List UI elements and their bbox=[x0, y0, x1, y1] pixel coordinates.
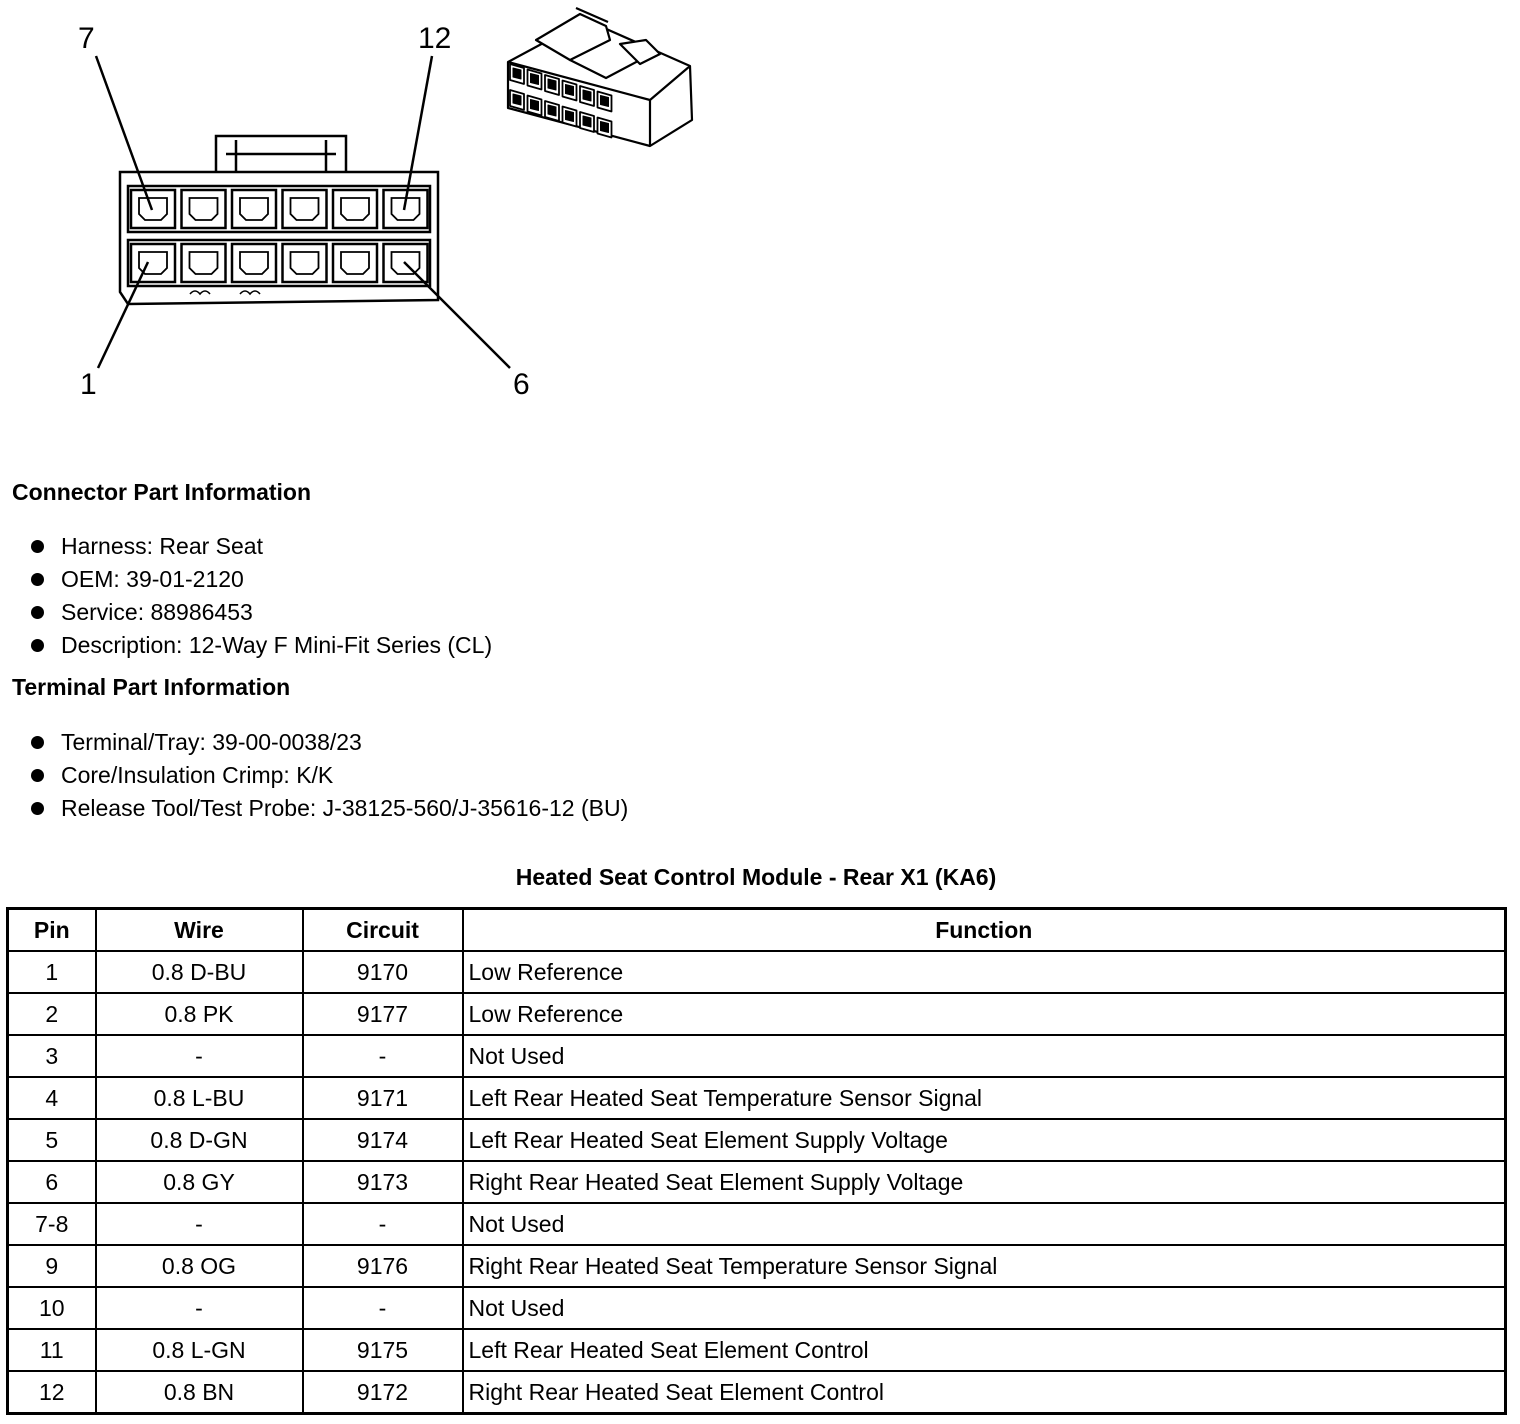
cell-circuit: - bbox=[303, 1287, 463, 1329]
cell-pin: 4 bbox=[8, 1077, 96, 1119]
table-row bbox=[8, 1035, 1506, 1077]
iso-cavity-opening bbox=[583, 116, 591, 127]
cell-circuit: - bbox=[303, 1203, 463, 1245]
leader-line-1 bbox=[98, 262, 148, 368]
cavity-frame bbox=[232, 190, 276, 228]
cavity-frame bbox=[131, 190, 175, 228]
cell-circuit: 9177 bbox=[303, 993, 463, 1035]
terminal-part-info-heading: Terminal Part Information bbox=[12, 674, 291, 700]
list-item bbox=[28, 759, 628, 792]
leader-line-7 bbox=[96, 56, 152, 210]
table-row bbox=[8, 1203, 1506, 1245]
list-item bbox=[28, 563, 492, 596]
cell-circuit: 9175 bbox=[303, 1329, 463, 1371]
table-title: Heated Seat Control Module - Rear X1 (KA6) bbox=[515, 864, 997, 890]
cavity-terminal bbox=[291, 252, 319, 274]
cell-function: Left Rear Heated Seat Element Supply Voltage bbox=[463, 1119, 1506, 1161]
bullet-icon bbox=[31, 802, 44, 815]
cell-function: Left Rear Heated Seat Element Control bbox=[463, 1329, 1506, 1371]
cavity-frame bbox=[333, 190, 377, 228]
iso-cavity-opening bbox=[548, 79, 556, 90]
bullet-icon bbox=[31, 606, 44, 619]
table-row bbox=[8, 1245, 1506, 1287]
bullet-icon bbox=[31, 639, 44, 652]
cavity-frame bbox=[182, 244, 226, 282]
cell-function: Low Reference bbox=[463, 993, 1506, 1035]
table-row bbox=[8, 951, 1506, 993]
table-row bbox=[8, 1119, 1506, 1161]
cavity-terminal bbox=[240, 198, 268, 220]
cell-circuit: 9171 bbox=[303, 1077, 463, 1119]
connector-part-info-heading: Connector Part Information bbox=[12, 479, 312, 505]
iso-cavity-opening bbox=[601, 122, 609, 133]
column-header-circuit: Circuit bbox=[303, 909, 463, 952]
table-row bbox=[8, 1077, 1506, 1119]
pin-label-7: 7 bbox=[78, 22, 95, 55]
cell-function: Right Rear Heated Seat Element Supply Voltage bbox=[463, 1161, 1506, 1203]
table-row bbox=[8, 1329, 1506, 1371]
cell-wire: - bbox=[96, 1203, 303, 1245]
list-item-text: Release Tool/Test Probe: J-38125-560/J-35616-12 (BU) bbox=[61, 795, 629, 821]
cell-circuit: 9176 bbox=[303, 1245, 463, 1287]
bullet-icon bbox=[31, 736, 44, 749]
table-row bbox=[8, 1161, 1506, 1203]
pin-label-12: 12 bbox=[418, 22, 452, 55]
cell-circuit: - bbox=[303, 1035, 463, 1077]
cavity-frame bbox=[283, 190, 327, 228]
list-item-text: Description: 12-Way F Mini-Fit Series (CL) bbox=[61, 632, 493, 658]
bullet-icon bbox=[31, 573, 44, 586]
pin-label-1: 1 bbox=[80, 368, 97, 401]
table-row bbox=[8, 1371, 1506, 1414]
pinout-table bbox=[6, 907, 1507, 1415]
cell-pin: 11 bbox=[8, 1329, 96, 1371]
connector-part-info-list bbox=[28, 530, 492, 662]
cell-pin: 3 bbox=[8, 1035, 96, 1077]
cavity-grid bbox=[131, 190, 428, 282]
cell-wire: 0.8 BN bbox=[96, 1371, 303, 1414]
column-header-pin: Pin bbox=[8, 909, 96, 952]
list-item-text: Service: 88986453 bbox=[61, 599, 253, 625]
bullet-icon bbox=[31, 769, 44, 782]
list-item-text: OEM: 39-01-2120 bbox=[61, 566, 244, 592]
cell-pin: 5 bbox=[8, 1119, 96, 1161]
iso-cavity-opening bbox=[566, 85, 574, 96]
cell-wire: - bbox=[96, 1035, 303, 1077]
iso-cavity-opening bbox=[513, 68, 521, 79]
cavity-frame bbox=[333, 244, 377, 282]
table-row bbox=[8, 993, 1506, 1035]
iso-cavity-opening bbox=[531, 74, 539, 85]
cavity-frame bbox=[131, 244, 175, 282]
cell-function: Left Rear Heated Seat Temperature Sensor Signal bbox=[463, 1077, 1506, 1119]
cell-function: Right Rear Heated Seat Temperature Sensor Signal bbox=[463, 1245, 1506, 1287]
pin-label-6: 6 bbox=[513, 368, 530, 401]
cell-circuit: 9172 bbox=[303, 1371, 463, 1414]
table-header-row bbox=[8, 909, 1506, 952]
bullet-icon bbox=[31, 540, 44, 553]
list-item bbox=[28, 596, 492, 629]
cell-wire: 0.8 PK bbox=[96, 993, 303, 1035]
connector-diagram bbox=[0, 0, 760, 420]
terminal-part-info-list bbox=[28, 726, 628, 825]
cell-pin: 12 bbox=[8, 1371, 96, 1414]
cell-wire: 0.8 L-BU bbox=[96, 1077, 303, 1119]
cavity-terminal bbox=[341, 198, 369, 220]
iso-cavity-opening bbox=[548, 105, 556, 116]
cell-pin: 2 bbox=[8, 993, 96, 1035]
cell-wire: - bbox=[96, 1287, 303, 1329]
cavity-frame bbox=[232, 244, 276, 282]
cell-wire: 0.8 L-GN bbox=[96, 1329, 303, 1371]
cavity-terminal bbox=[190, 252, 218, 274]
iso-cavity-opening bbox=[601, 96, 609, 107]
iso-cavity-opening bbox=[531, 100, 539, 111]
leader-line-6 bbox=[404, 262, 510, 368]
cell-wire: 0.8 GY bbox=[96, 1161, 303, 1203]
list-item-text: Core/Insulation Crimp: K/K bbox=[61, 762, 334, 788]
cell-pin: 10 bbox=[8, 1287, 96, 1329]
cell-circuit: 9173 bbox=[303, 1161, 463, 1203]
cell-pin: 6 bbox=[8, 1161, 96, 1203]
iso-cavity-opening bbox=[513, 94, 521, 105]
cavity-frame bbox=[283, 244, 327, 282]
column-header-wire: Wire bbox=[96, 909, 303, 952]
cell-wire: 0.8 D-GN bbox=[96, 1119, 303, 1161]
table-row bbox=[8, 1287, 1506, 1329]
cell-circuit: 9174 bbox=[303, 1119, 463, 1161]
connector-face-view bbox=[96, 56, 510, 368]
iso-cavity-opening bbox=[583, 90, 591, 101]
cavity-frame bbox=[182, 190, 226, 228]
cell-circuit: 9170 bbox=[303, 951, 463, 993]
list-item-text: Harness: Rear Seat bbox=[61, 533, 263, 559]
cell-function: Not Used bbox=[463, 1203, 1506, 1245]
cell-function: Low Reference bbox=[463, 951, 1506, 993]
column-header-function: Function bbox=[463, 909, 1506, 952]
cavity-terminal bbox=[240, 252, 268, 274]
list-item bbox=[28, 726, 628, 759]
cell-function: Right Rear Heated Seat Element Control bbox=[463, 1371, 1506, 1414]
list-item bbox=[28, 792, 628, 825]
cell-wire: 0.8 OG bbox=[96, 1245, 303, 1287]
cell-function: Not Used bbox=[463, 1035, 1506, 1077]
list-item bbox=[28, 530, 492, 563]
cell-pin: 7-8 bbox=[8, 1203, 96, 1245]
cavity-terminal bbox=[291, 198, 319, 220]
iso-cavity-opening bbox=[566, 111, 574, 122]
cell-pin: 1 bbox=[8, 951, 96, 993]
cell-wire: 0.8 D-BU bbox=[96, 951, 303, 993]
list-item-text: Terminal/Tray: 39-00-0038/23 bbox=[61, 729, 362, 755]
list-item bbox=[28, 629, 492, 662]
cavity-terminal bbox=[190, 198, 218, 220]
cavity-terminal bbox=[139, 198, 167, 220]
cell-function: Not Used bbox=[463, 1287, 1506, 1329]
cavity-terminal bbox=[341, 252, 369, 274]
connector-iso-view bbox=[508, 8, 692, 146]
cell-pin: 9 bbox=[8, 1245, 96, 1287]
